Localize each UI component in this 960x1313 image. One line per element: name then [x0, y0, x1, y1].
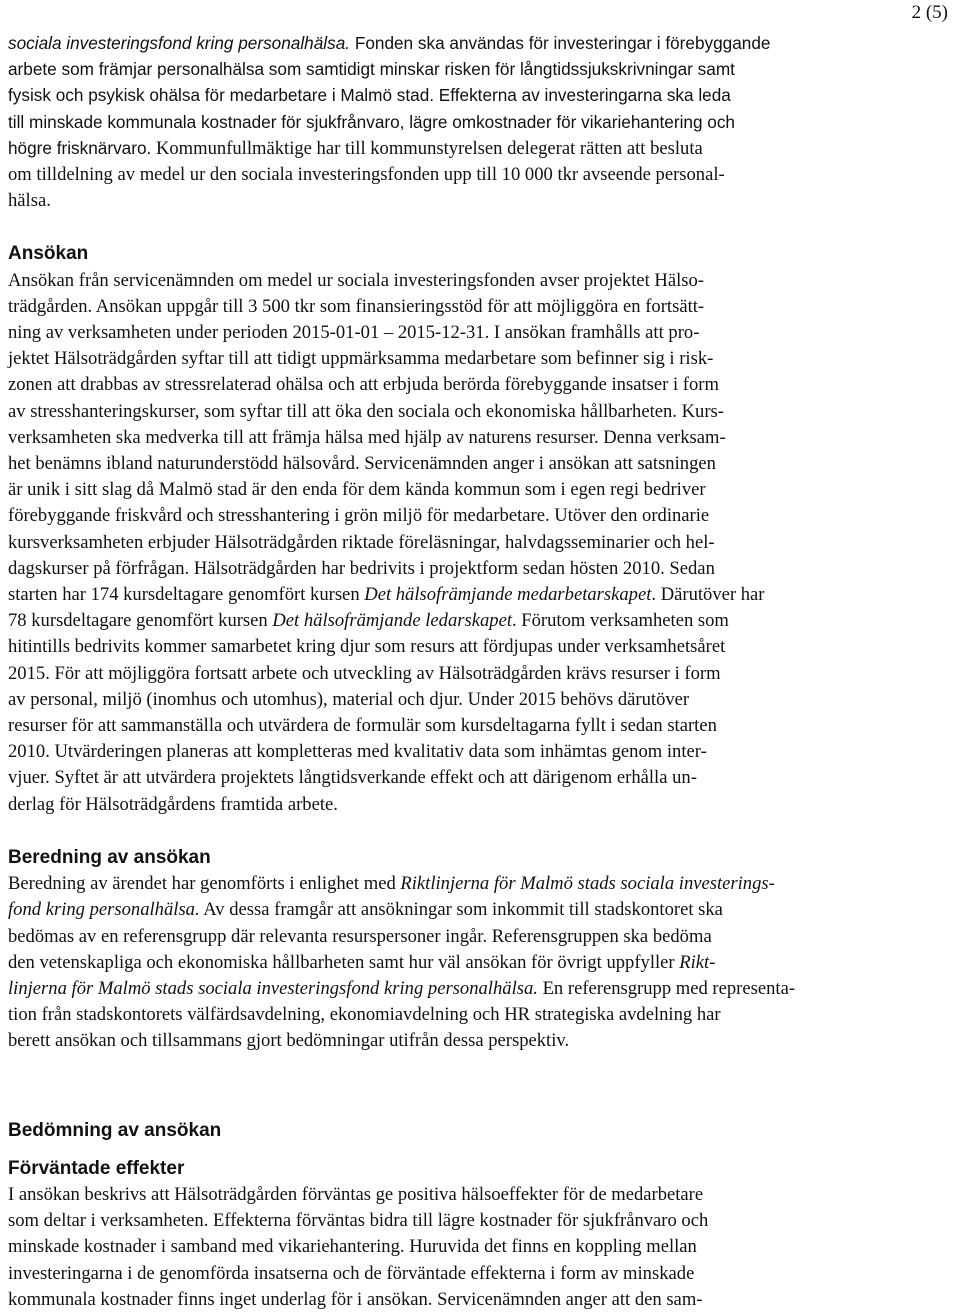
text-line [8, 346, 888, 372]
text-line [8, 950, 888, 976]
text-run: starten har 174 kursdeltagare genomfört kursen [8, 584, 365, 606]
section-heading-bedomning: Bedömning av ansökan [8, 1119, 222, 1141]
text-run: bedömas av en referensgrupp där relevanta resurspersoner ingår. Referensgruppen ska bedöma [8, 925, 712, 947]
text-run: minskade kostnader i samband med vikariehantering. Huruvida det finns en koppling mellan [8, 1236, 697, 1258]
text-run: . Förutom verksamheten som [512, 610, 729, 632]
section-heading-ansokan: Ansökan [8, 243, 89, 265]
text-run: Ansökan från servicenämnden om medel ur sociala investeringsfonden avser projektet Hälso- [8, 269, 705, 291]
text-run: till minskade kommunala kostnader för sjukfrånvaro, lägre omkostnader för vikariehantering och [8, 111, 735, 132]
text-run: förebyggande friskvård och stresshantering i grön miljö för medarbetare. Utöver den ordinarie [8, 505, 710, 527]
text-run: I ansökan beskrivs att Hälsoträdgården förväntas ge positiva hälsoeffekter för de medarbetare [8, 1183, 704, 1205]
text-line [8, 1002, 888, 1028]
text-line [8, 503, 888, 529]
text-line [8, 294, 888, 320]
section-heading-forvantade-effekter: Förväntade effekter [8, 1157, 185, 1179]
text-run: arbete som främjar personalhälsa som samtidigt minskar risken för långtidssjukskrivningar samt [8, 59, 735, 80]
text-line [8, 162, 888, 188]
text-run: Kommunfullmäktige har till kommunstyrelsen delegerat rätten att besluta [151, 137, 703, 159]
text-line [8, 56, 888, 82]
text-run: högre frisknärvaro. [8, 137, 152, 158]
text-line [8, 924, 888, 950]
forvantade-effekter-paragraph [8, 1182, 888, 1313]
text-line [8, 661, 888, 687]
intro-paragraph [8, 30, 888, 214]
text-line [8, 82, 888, 108]
text-line [8, 135, 888, 162]
text-run: het benämns ibland naturunderstödd hälsovård. Servicenämnden anger i ansökan att satsningen [8, 453, 716, 475]
text-run: verksamheten ska medverka till att främja hälsa med hjälp av naturens resurser. Denna verksam- [8, 426, 726, 448]
text-run: Fonden ska användas för investeringar i förebyggande [350, 33, 771, 53]
text-line [8, 1182, 888, 1208]
text-run: är unik i sitt slag då Malmö stad är den enda för dem kända kommun som i egen regi bedriver [8, 479, 706, 501]
text-run: hitintills bedrivits kommer samarbetet kring djur som resurs att fördjupas under verksamhetsåret [8, 636, 726, 658]
text-run: av personal, miljö (inomhus och utomhus), material och djur. Under 2015 behövs därutöver [8, 688, 690, 710]
text-line [8, 372, 888, 398]
text-line [8, 320, 888, 346]
italic-text: fond kring personalhälsa. [8, 899, 200, 921]
text-line [8, 451, 888, 477]
text-run: fysisk och psykisk ohälsa för medarbetare i Malmö stad. Effekterna av investeringarna ska leda [8, 85, 731, 106]
text-line [8, 399, 888, 425]
page-number: 2 (5) [911, 2, 948, 23]
text-run: tion från stadskontorets välfärdsavdelning, ekonomiavdelning och HR strategiska avdelning har [8, 1004, 721, 1026]
text-line [8, 556, 888, 582]
text-run: dagskurser på förfrågan. Hälsoträdgården har bedrivits i projektform sedan hösten 2010. Sedan [8, 557, 715, 579]
italic-text: Rikt- [679, 951, 716, 973]
text-run: hälsa. [8, 190, 51, 212]
text-line [8, 582, 888, 608]
text-run: som deltar i verksamheten. Effekterna förväntas bidra till lägre kostnader för sjukfrånvaro och [8, 1210, 709, 1232]
text-line [8, 687, 888, 713]
text-run: 2015. För att möjliggöra fortsatt arbete och utveckling av Hälsoträdgården krävs resurser i form [8, 662, 721, 684]
section-heading-beredning: Beredning av ansökan [8, 846, 211, 868]
text-run: om tilldelning av medel ur den sociala investeringsfonden upp till 10 000 tkr avseende personal- [8, 164, 725, 186]
text-line [8, 1028, 888, 1054]
text-run: En referensgrupp med representa- [537, 977, 796, 999]
text-line [8, 1234, 888, 1260]
text-run: resurser för att sammanställa och utvärdera de formulär som kursdeltagarna fyllt i sedan starten [8, 715, 717, 737]
text-run: berett ansökan och tillsammans gjort bedömningar utifrån dessa perspektiv. [8, 1030, 570, 1052]
text-line [8, 765, 888, 791]
text-line [8, 897, 888, 923]
text-run: Av dessa framgår att ansökningar som inkommit till stadskontoret ska [199, 899, 723, 921]
text-line [8, 976, 888, 1002]
beredning-paragraph [8, 871, 888, 1054]
text-run: av stresshanteringskurser, som syftar till att öka den sociala och ekonomiska hållbarheten. Kurs- [8, 400, 724, 422]
text-line [8, 30, 888, 56]
text-run: Beredning av ärendet har genomförts i enlighet med [8, 873, 401, 895]
text-line [8, 425, 888, 451]
text-run: ning av verksamheten under perioden 2015-01-01 – 2015-12-31. I ansökan framhålls att pro- [8, 322, 700, 344]
ansokan-paragraph [8, 268, 888, 818]
text-line [8, 739, 888, 765]
text-line [8, 792, 888, 818]
text-line [8, 530, 888, 556]
text-run: jektet Hälsoträdgården syftar till att tidigt uppmärksamma medarbetare som befinner sig i risk- [8, 348, 714, 370]
text-line [8, 109, 888, 135]
text-line [8, 713, 888, 739]
text-line [8, 608, 888, 634]
text-run: zonen att drabbas av stressrelaterad ohälsa och att erbjuda berörda förebyggande insatser i form [8, 374, 719, 396]
text-line [8, 268, 888, 294]
text-run: 78 kursdeltagare genomfört kursen [8, 610, 273, 632]
text-run: trädgården. Ansökan uppgår till 3 500 tkr som finansieringsstöd för att möjliggöra en fortsätt- [8, 295, 705, 317]
text-run: den vetenskapliga och ekonomiska hållbarheten samt hur väl ansökan för övrigt uppfyller [8, 951, 680, 973]
text-run: kursverksamheten erbjuder Hälsoträdgården riktade föreläsningar, halvdagsseminarier och hel- [8, 531, 715, 553]
text-line [8, 1261, 888, 1287]
italic-text: Riktlinjerna för Malmö stads sociala investerings- [400, 873, 775, 895]
text-line [8, 634, 888, 660]
document-body [8, 30, 888, 1313]
italic-text: Det hälsofrämjande ledarskapet [272, 610, 512, 632]
italic-text: Det hälsofrämjande medarbetarskapet [364, 584, 652, 606]
text-run: investeringarna i de genomförda insatserna och de förväntade effekterna i form av minskade [8, 1262, 695, 1284]
text-line [8, 477, 888, 503]
text-line [8, 1287, 888, 1313]
text-run: . Därutöver har [651, 584, 765, 606]
text-run: 2010. Utvärderingen planeras att kompletteras med kvalitativ data som inhämtas genom inter- [8, 741, 707, 763]
text-line [8, 188, 888, 214]
text-run: vjuer. Syftet är att utvärdera projektets långtidsverkande effekt och att därigenom erhålla un- [8, 767, 697, 789]
italic-text: linjerna för Malmö stads sociala investeringsfond kring personalhälsa. [8, 977, 538, 999]
text-run: derlag för Hälsoträdgårdens framtida arbete. [8, 793, 338, 815]
text-line [8, 1208, 888, 1234]
italic-text: sociala investeringsfond kring personalhälsa. [8, 33, 351, 53]
text-line [8, 871, 888, 897]
text-run: kommunala kostnader finns inget underlag för i ansökan. Servicenämnden anger att den sam- [8, 1288, 703, 1310]
